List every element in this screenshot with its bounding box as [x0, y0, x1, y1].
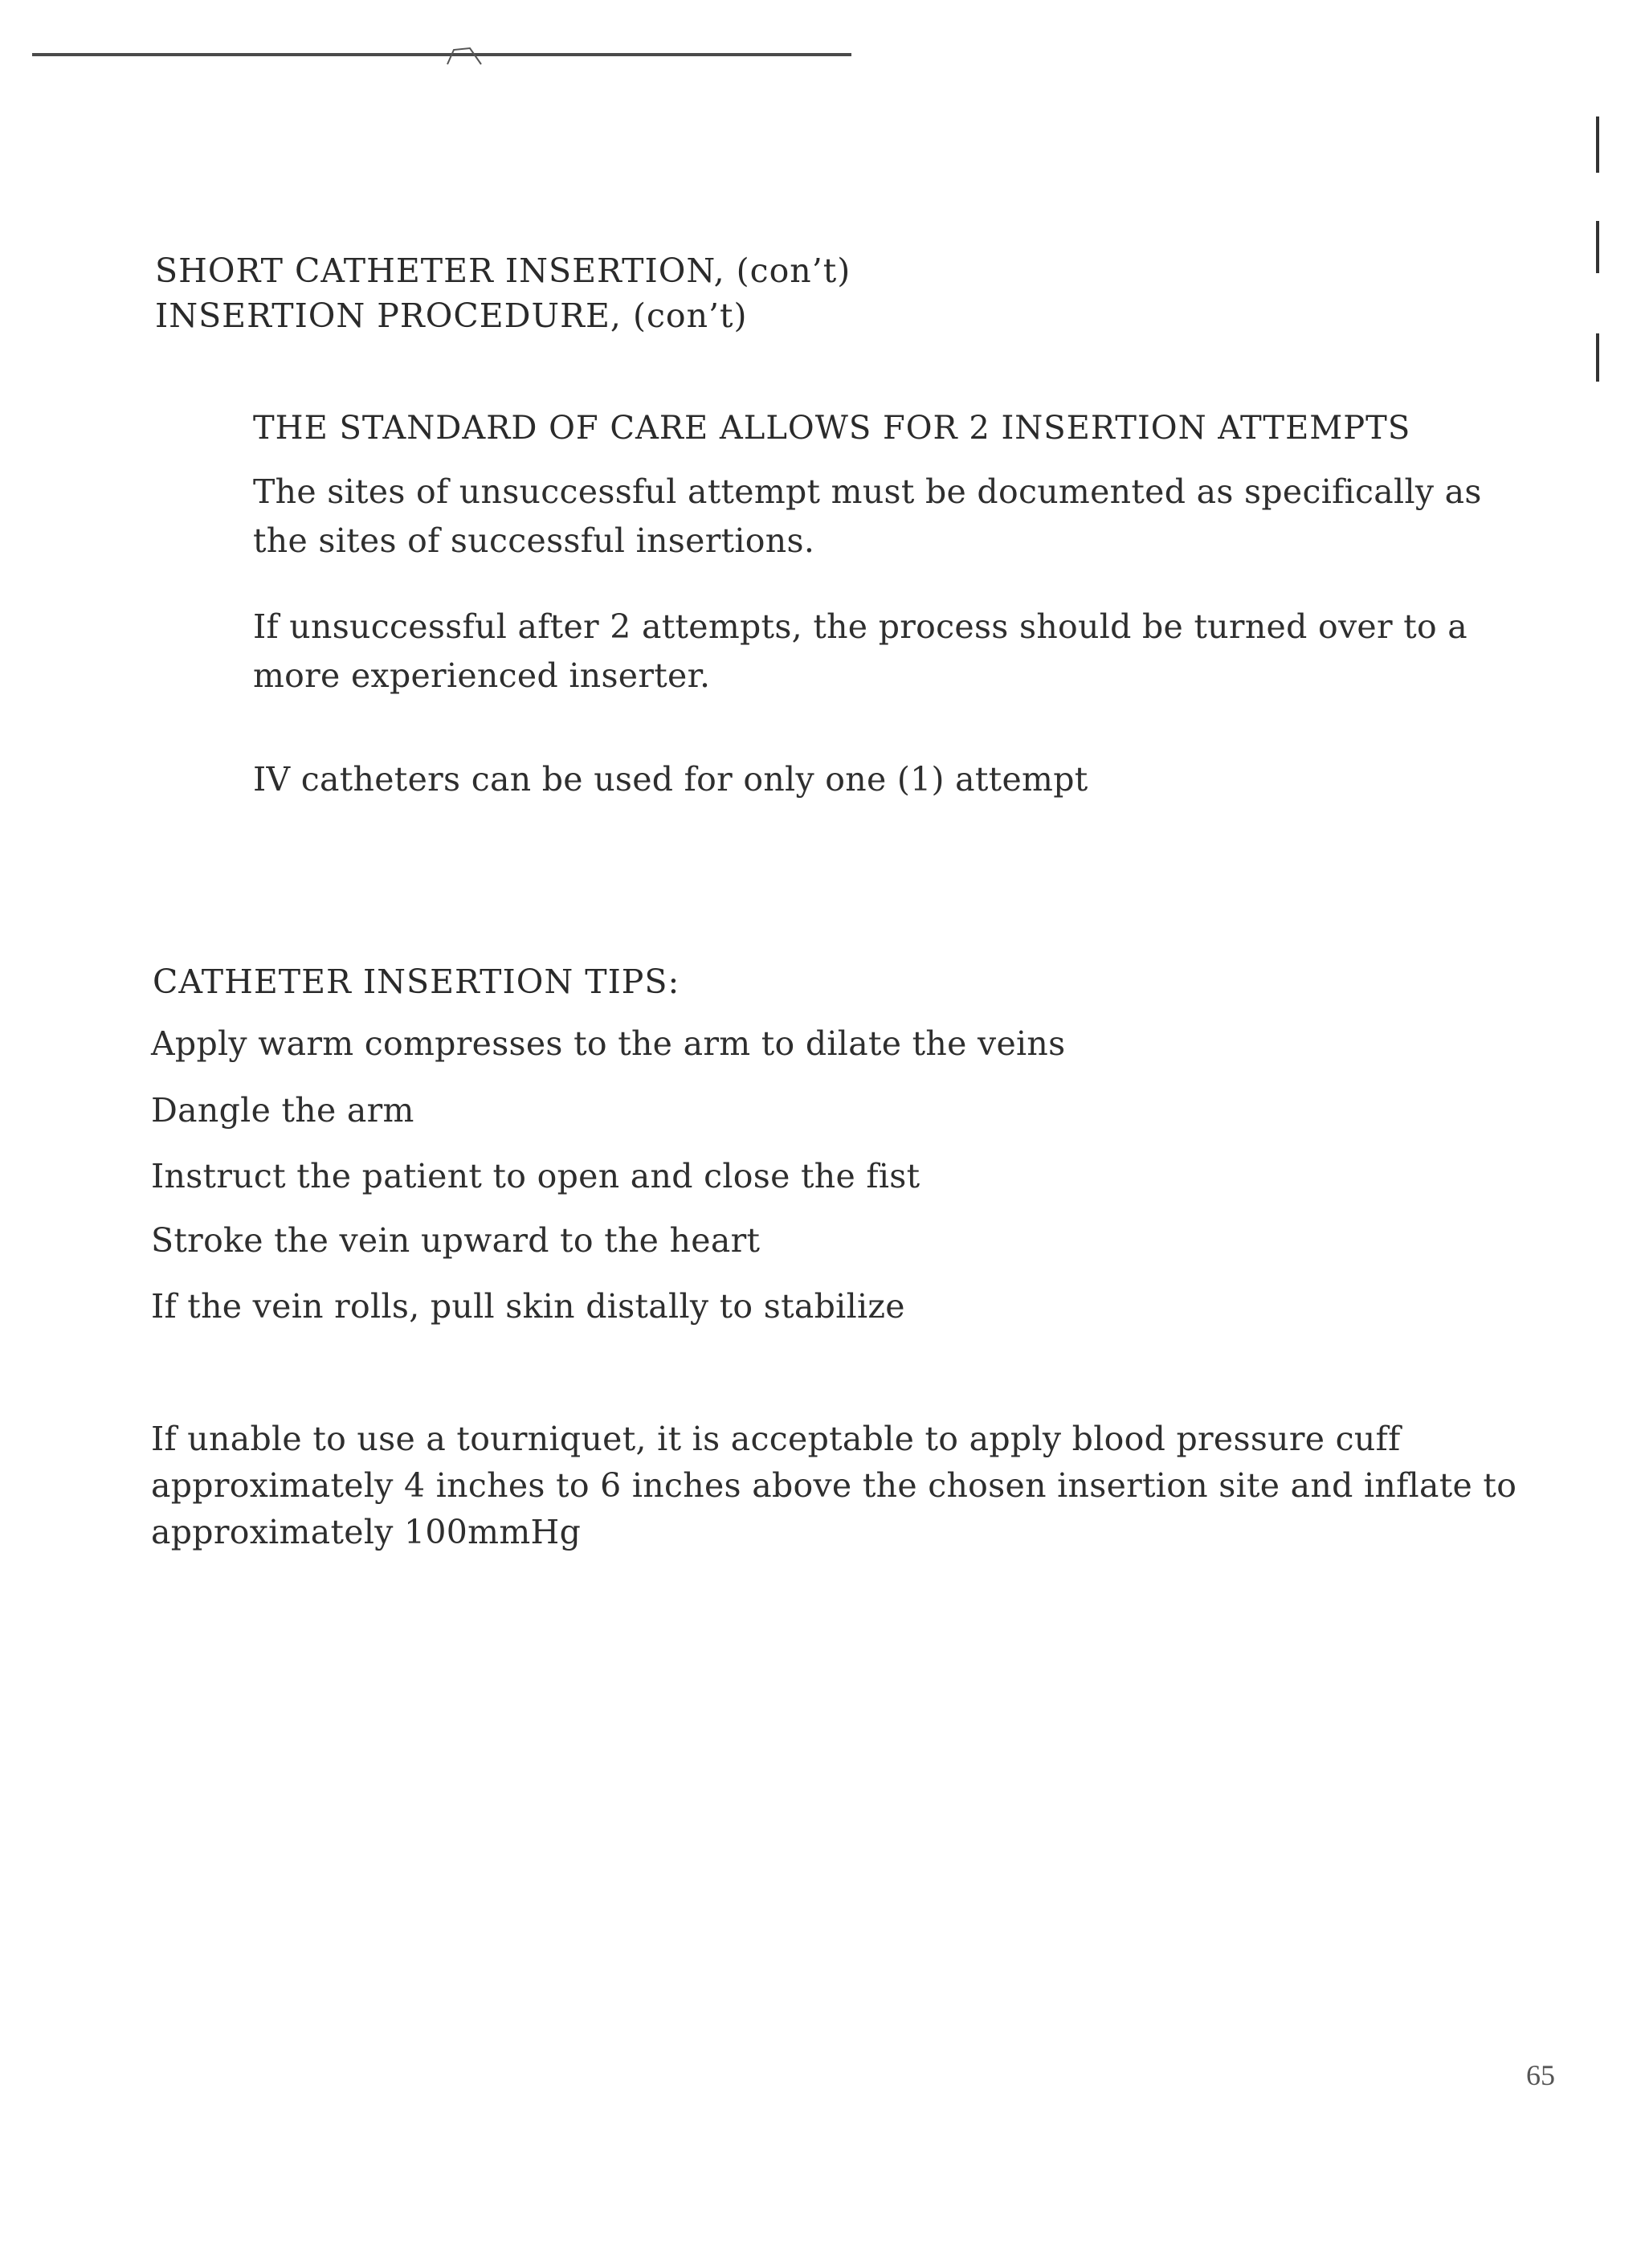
page-number: 65 [1526, 2059, 1555, 2091]
page-title: SHORT CATHETER INSERTION, (con’t) [155, 251, 851, 290]
section-heading: CATHETER INSERTION TIPS: [153, 962, 680, 1001]
paragraph: If unsuccessful after 2 attempts, the process should be turned over to a more experienced inserter. [253, 607, 1468, 695]
list-item: If the vein rolls, pull skin distally to stabilize [151, 1287, 905, 1326]
scan-edge-mark [1596, 116, 1599, 173]
list-item: Instruct the patient to open and close the fist [151, 1157, 920, 1195]
list-item: Stroke the vein upward to the heart [151, 1221, 761, 1260]
page-subtitle: INSERTION PROCEDURE, (con’t) [155, 296, 748, 335]
scan-edge-mark [1596, 221, 1599, 273]
list-item: Apply warm compresses to the arm to dilate the veins [151, 1024, 1066, 1063]
scan-artifact-mark [446, 42, 486, 66]
scan-artifact-line [32, 53, 851, 56]
scan-edge-mark [1596, 333, 1599, 382]
section-heading: THE STANDARD OF CARE ALLOWS FOR 2 INSERTION ATTEMPTS [253, 410, 1411, 447]
list-item: Dangle the arm [151, 1091, 414, 1130]
paragraph: If unable to use a tourniquet, it is acceptable to apply blood pressure cuff approximately 4 inches to 6 inches above the chosen insertion site and inflate to approximately 100mmHg [151, 1420, 1517, 1551]
paragraph: IV catheters can be used for only one (1) attempt [253, 760, 1088, 799]
paragraph: The sites of unsuccessful attempt must be documented as specifically as the sites of successful insertions. [253, 472, 1482, 560]
